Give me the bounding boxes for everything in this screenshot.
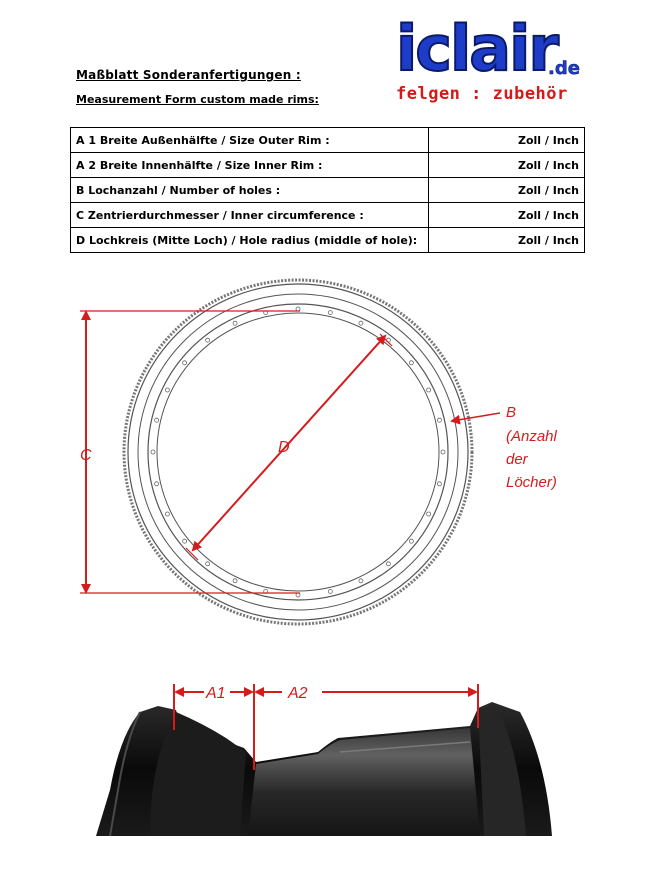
dimension-d xyxy=(186,334,392,560)
unit-field[interactable]: Zoll / Inch xyxy=(429,203,585,228)
bolt-hole xyxy=(437,482,441,486)
bolt-hole xyxy=(165,388,169,392)
row-label: A 1 Breite Außenhälfte / Size Outer Rim : xyxy=(71,128,429,153)
bolt-hole xyxy=(427,512,431,516)
label-b: B xyxy=(506,404,517,421)
dimension-c xyxy=(80,311,300,593)
row-label: A 2 Breite Innenhälfte / Size Inner Rim : xyxy=(71,153,429,178)
logo-tagline: felgen : zubehör xyxy=(396,84,568,104)
bolt-hole xyxy=(183,361,187,365)
bolt-hole xyxy=(206,338,210,342)
row-label: D Lochkreis (Mitte Loch) / Hole radius (middle of hole): xyxy=(71,228,429,253)
label-b-note-2: der xyxy=(506,451,528,468)
logo-brand: iclair xyxy=(396,12,557,85)
label-d: D xyxy=(278,439,290,456)
bolt-hole xyxy=(155,482,159,486)
bolt-hole xyxy=(328,589,332,593)
bolt-holes xyxy=(151,307,445,597)
bolt-hole xyxy=(359,579,363,583)
bolt-hole xyxy=(328,311,332,315)
bolt-hole xyxy=(427,388,431,392)
page-subtitle: Measurement Form custom made rims: xyxy=(76,93,319,106)
bolt-hole xyxy=(386,562,390,566)
label-b-note-3: Löcher) xyxy=(506,474,557,491)
bolt-hole xyxy=(206,562,210,566)
row-label: C Zentrierdurchmesser / Inner circumference : xyxy=(71,203,429,228)
rim-ring-drawing xyxy=(124,280,472,624)
rim-side-view xyxy=(96,702,552,836)
bolt-hole xyxy=(233,321,237,325)
unit-field[interactable]: Zoll / Inch xyxy=(429,128,585,153)
bolt-hole xyxy=(409,361,413,365)
bolt-hole xyxy=(437,418,441,422)
bolt-hole xyxy=(409,539,413,543)
page-title: Maßblatt Sonderanfertigungen : xyxy=(76,68,301,82)
bolt-hole xyxy=(441,450,445,454)
unit-field[interactable]: Zoll / Inch xyxy=(429,153,585,178)
label-a1: A1 xyxy=(206,685,226,702)
bolt-hole xyxy=(359,321,363,325)
bolt-hole xyxy=(233,579,237,583)
label-b-note-1: (Anzahl xyxy=(506,428,557,445)
bolt-hole xyxy=(155,418,159,422)
logo-tld: .de xyxy=(548,58,580,79)
unit-field[interactable]: Zoll / Inch xyxy=(429,228,585,253)
label-c: C xyxy=(80,447,92,464)
unit-field[interactable]: Zoll / Inch xyxy=(429,178,585,203)
bolt-hole xyxy=(183,539,187,543)
label-a2: A2 xyxy=(288,685,308,702)
bolt-hole xyxy=(151,450,155,454)
row-label: B Lochanzahl / Number of holes : xyxy=(71,178,429,203)
bolt-hole xyxy=(165,512,169,516)
